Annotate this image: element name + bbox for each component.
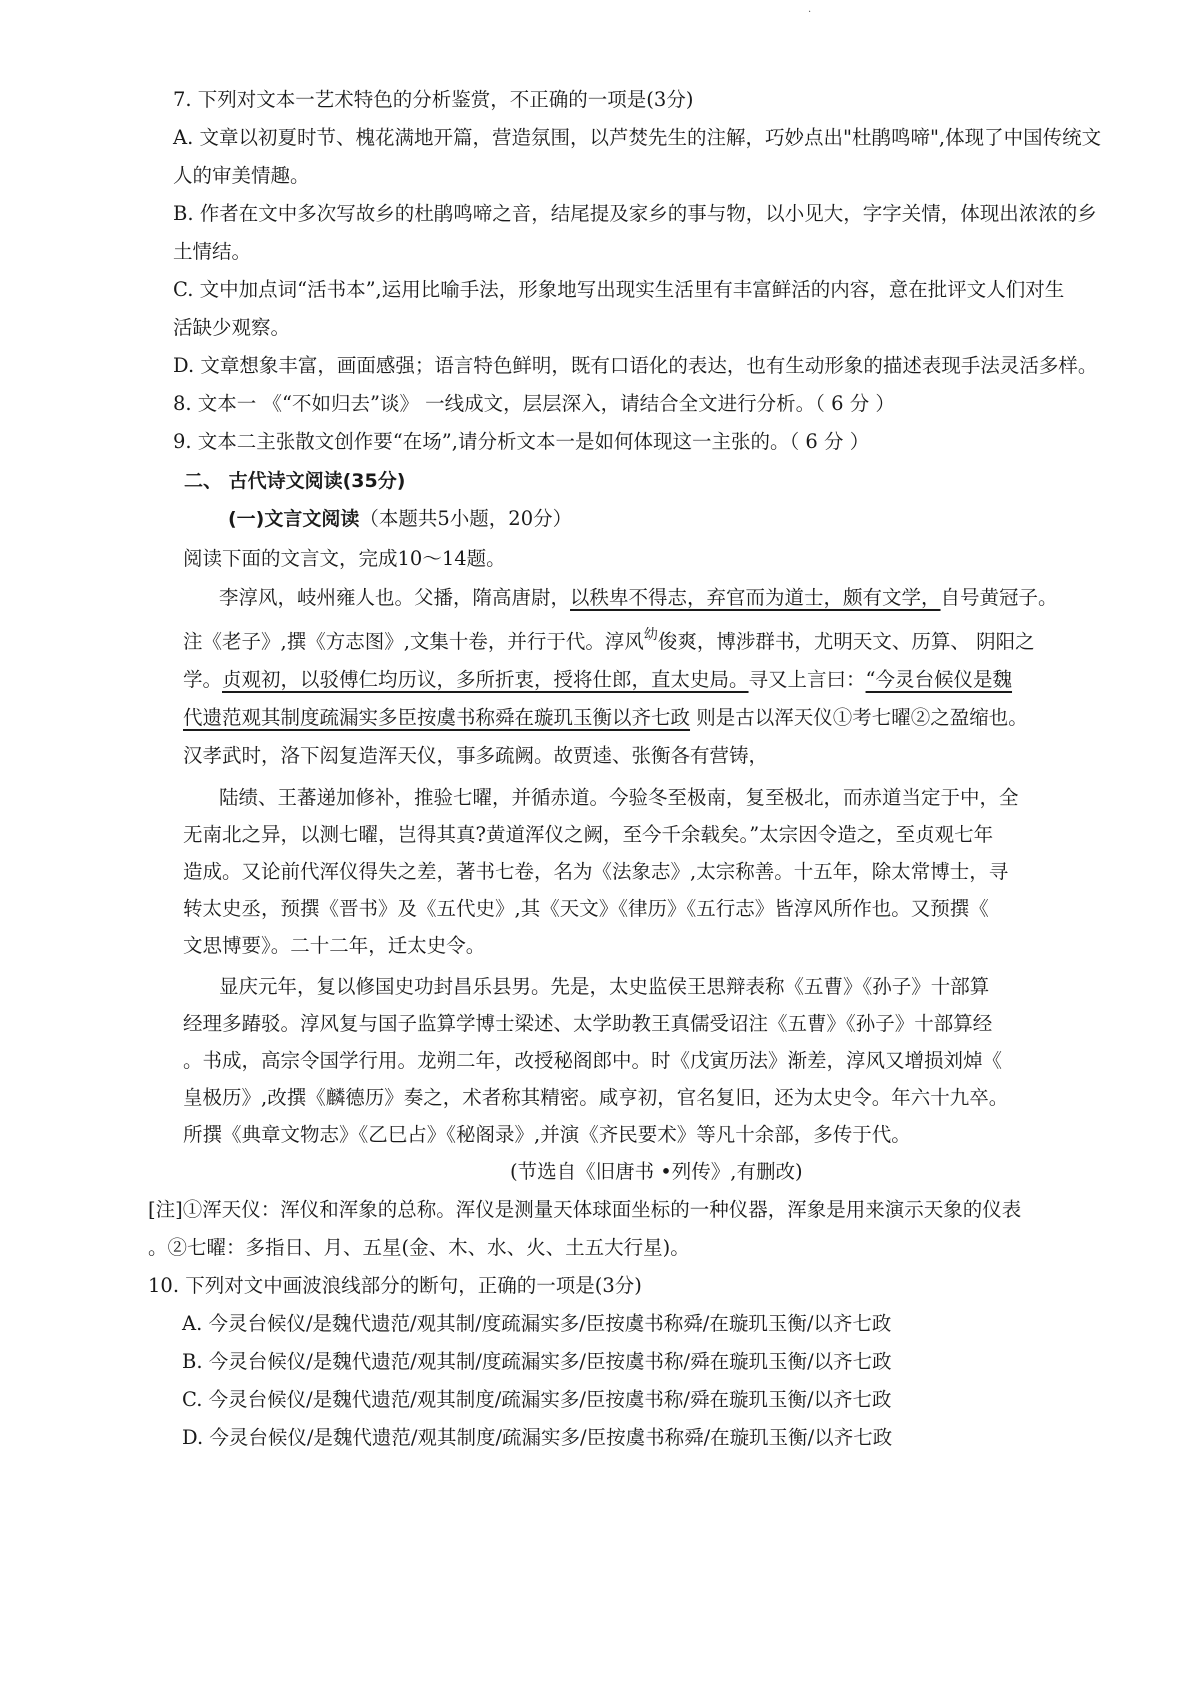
passage-line-5: 汉孝武时，洛下闳复造浑天仪，事多疏阙。故贾逵、张衡各有营铸， — [183, 744, 769, 767]
underlined-sentence: 以秩卑不得志，弃官而为道士，颇有文学， — [570, 586, 941, 609]
passage-line-15: 所撰《典章文物志》《乙巳占》《秘阁录》,并演《齐民要术》等凡十余部，多传于代。 — [183, 1123, 911, 1146]
q10-stem: 10. 下列对文中画波浪线部分的断句，正确的一项是(3分) — [148, 1274, 642, 1297]
note-line-2: 。②七曜：多指日、月、五星(金、木、水、火、土五大行星)。 — [148, 1236, 690, 1259]
q7-option-a-line2: 人的审美情趣。 — [173, 164, 310, 187]
passage-line-13: 。书成，高宗令国学行用。龙朔二年，改授秘阁郎中。时《戊寅历法》渐差，淳风又增损刘焯《 — [183, 1049, 1003, 1072]
passage-source: (节选自《旧唐书 •列传》,有删改) — [510, 1160, 803, 1183]
passage-line-11: 显庆元年，复以修国史功封昌乐县男。先是，太史监侯王思辩表称《五曹》《孙子》十部算 — [219, 975, 990, 998]
passage-line-12: 经理多踳驳。淳风复与国子监算学博士梁述、太学助教王真儒受诏注《五曹》《孙子》十部算经 — [183, 1012, 993, 1035]
section-heading: 二、 古代诗文阅读(35分) — [184, 470, 406, 492]
passage-text: 俊爽，博涉群书，尤明天文、历算、 阴阳之 — [657, 630, 1035, 653]
passage-line-14: 皇极历》,改撰《麟德历》奏之，术者称其精密。咸亨初，官名复旧，还为太史令。年六十九卒。 — [183, 1086, 1009, 1109]
q8: 8. 文本一 《“不如归去”谈》 一线成文，层层深入，请结合全文进行分析。（ 6 分 ） — [173, 392, 895, 415]
subsection-note: （本题共5小题，20分） — [359, 507, 573, 530]
passage-text: 寻又上言曰： — [748, 668, 866, 691]
subsection-heading — [228, 505, 572, 533]
q7-option-c-line1: C. 文中加点词“活书本”,运用比喻手法，形象地写出现实生活里有丰富鲜活的内容，意在批评文人们对生 — [173, 278, 1065, 301]
passage-text: 学。 — [183, 668, 223, 691]
q10-option-b: B. 今灵台候仪/是魏代遗范/观其制/度疏漏实多/臣按虞书称/舜在璇玑玉衡/以齐七政 — [182, 1350, 892, 1373]
passage-line-10: 文思博要》。二十二年，迁太史令。 — [183, 934, 486, 957]
wavy-underlined-sentence: 代遗范观其制度疏漏实多臣按虞书称舜在璇玑玉衡以齐七政 — [183, 706, 691, 729]
q7-option-b-line2: 土情结。 — [173, 240, 252, 263]
passage-text: 注《老子》,撰《方志图》,文集十卷，并行于代。淳风 — [183, 630, 644, 653]
q10-option-a: A. 今灵台候仪/是魏代遗范/观其制/度疏漏实多/臣按虞书称舜/在璇玑玉衡/以齐七政 — [182, 1312, 892, 1335]
passage-line-1 — [219, 584, 1058, 612]
q7-option-c-line2: 活缺少观察。 — [173, 316, 291, 339]
passage-text: 李淳风，岐州雍人也。父播，隋高唐尉， — [219, 586, 571, 609]
passage-line-8: 造成。又论前代浑仪得失之差，著书七卷，名为《法象志》,太宗称善。十五年，除太常博士，寻 — [183, 860, 1009, 883]
q9: 9. 文本二主张散文创作要“在场”,请分析文本一是如何体现这一主张的。（ 6 分 ） — [173, 430, 870, 453]
q7-option-d: D. 文章想象丰富，画面感强；语言特色鲜明，既有口语化的表达，也有生动形象的描述表现手法灵活多样。 — [173, 354, 1098, 377]
q7-option-a-line1: A. 文章以初夏时节、槐花满地开篇，营造氛围，以芦焚先生的注解，巧妙点出"杜鹃鸣啼",体现了中国传统文 — [173, 126, 1102, 149]
passage-line-2 — [183, 628, 1035, 658]
note-line-1: [注]①浑天仪：浑仪和浑象的总称。浑仪是测量天体球面坐标的一种仪器，浑象是用来演示天象的仪表 — [148, 1198, 1022, 1221]
passage-line-3 — [183, 666, 1012, 694]
subsection-title: (一)文言文阅读 — [228, 508, 360, 530]
top-mark: . — [808, 4, 812, 15]
passage-text: 自号黄冠子。 — [940, 586, 1058, 609]
passage-line-7: 无南北之异，以测七曜，岂得其真?黄道浑仪之阙，至今千余载矣。”太宗因令造之，至贞观七年 — [183, 823, 994, 846]
q10-option-c: C. 今灵台候仪/是魏代遗范/观其制度/疏漏实多/臣按虞书称/舜在璇玑玉衡/以齐七政 — [182, 1388, 892, 1411]
annotated-character: 幼 — [643, 627, 658, 643]
passage-line-6: 陆绩、王蕃递加修补，推验七曜，并循赤道。今验冬至极南，复至极北，而赤道当定于中，全 — [219, 786, 1019, 809]
q7-stem: 7. 下列对文本一艺术特色的分析鉴赏，不正确的一项是(3分) — [173, 88, 694, 111]
passage-line-4 — [183, 704, 1028, 732]
wavy-underlined-sentence: “今灵台候仪是魏 — [865, 668, 1013, 691]
passage-line-9: 转太史丞，预撰《晋书》及《五代史》,其《天文》《律历》《五行志》皆淳风所作也。又预撰《 — [183, 897, 989, 920]
q10-option-d: D. 今灵台候仪/是魏代遗范/观其制度/疏漏实多/臣按虞书称舜/在璇玑玉衡/以齐七政 — [182, 1426, 893, 1449]
underlined-sentence: 贞观初，以驳傅仁均历议，多所折衷，授将仕郎，直太史局。 — [222, 668, 749, 691]
passage-text: 则是古以浑天仪①考七曜②之盈缩也。 — [690, 706, 1028, 729]
q7-option-b-line1: B. 作者在文中多次写故乡的杜鹃鸣啼之音，结尾提及家乡的事与物，以小见大，字字关情，体现出浓浓的乡 — [173, 202, 1097, 225]
reading-instruction: 阅读下面的文言文，完成10～14题。 — [183, 547, 506, 570]
